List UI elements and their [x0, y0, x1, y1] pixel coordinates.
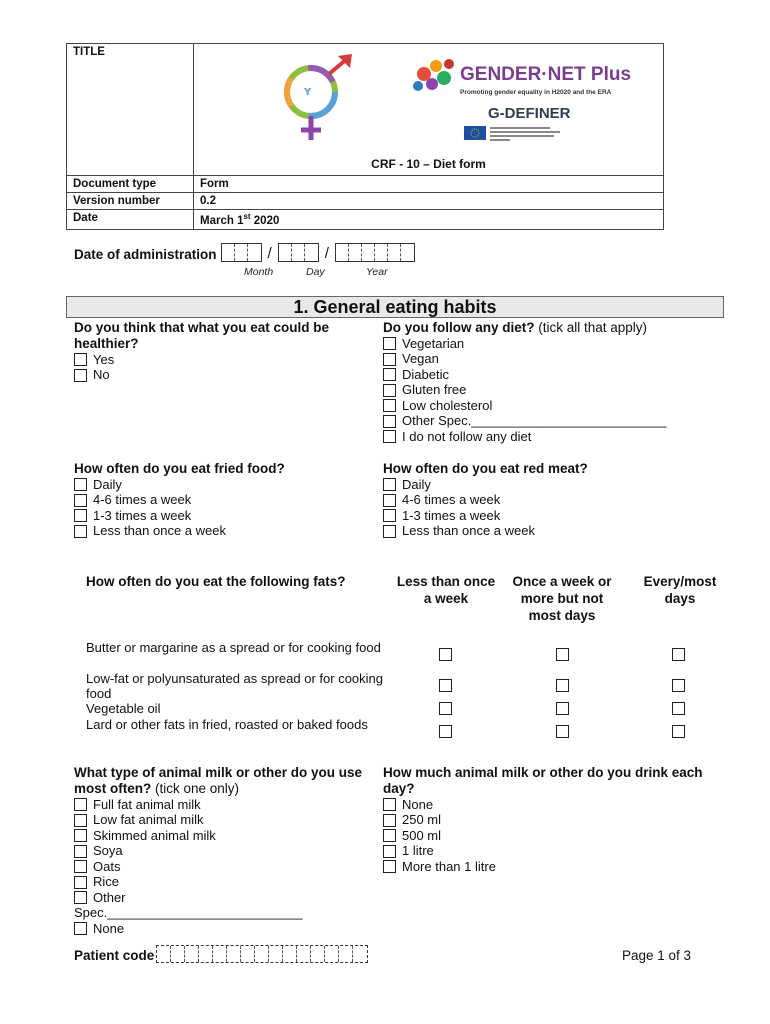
option-none[interactable]: None — [383, 797, 723, 813]
day-caption: Day — [306, 266, 325, 278]
option-vegan[interactable]: Vegan — [383, 352, 713, 368]
checkbox[interactable] — [74, 369, 87, 382]
version-value: 0.2 — [194, 193, 664, 210]
page-number: Page 1 of 3 — [622, 948, 692, 963]
fats-vegoil-once-checkbox[interactable] — [556, 702, 569, 715]
date-of-administration: Date of administration / / — [74, 243, 415, 262]
checkbox[interactable] — [74, 525, 87, 538]
checkbox[interactable] — [383, 860, 396, 873]
fats-row-vegoil: Vegetable oil — [86, 701, 161, 716]
option-vegetarian[interactable]: Vegetarian — [383, 336, 713, 352]
checkbox[interactable] — [383, 368, 396, 381]
checkbox[interactable] — [74, 876, 87, 889]
option-yes[interactable]: Yes — [74, 352, 374, 368]
month-caption: Month — [244, 266, 274, 278]
year-input[interactable] — [335, 243, 415, 262]
checkbox[interactable] — [74, 814, 87, 827]
question-red-meat — [383, 461, 713, 539]
checkbox[interactable] — [383, 525, 396, 538]
year-caption: Year — [366, 266, 388, 278]
checkbox[interactable] — [383, 353, 396, 366]
fats-lowfat-once-checkbox[interactable] — [556, 679, 569, 692]
option-daily[interactable]: Daily — [383, 477, 713, 493]
doa-label: Date of administration — [74, 247, 217, 262]
option-1-3[interactable]: 1-3 times a week — [74, 508, 374, 524]
option-no[interactable]: No — [74, 368, 374, 384]
option-less[interactable]: Less than once a week — [383, 524, 713, 540]
option-low-fat[interactable]: Low fat animal milk — [74, 813, 374, 829]
logo-cell — [194, 44, 664, 176]
patient-code — [74, 945, 368, 963]
checkbox[interactable] — [383, 399, 396, 412]
option-more-1-litre[interactable]: More than 1 litre — [383, 859, 723, 875]
checkbox[interactable] — [74, 478, 87, 491]
option-4-6[interactable]: 4-6 times a week — [383, 493, 713, 509]
question-title: Do you think that what you eat could be healthier? — [74, 320, 330, 351]
other-spec-line[interactable]: Spec.___________________________ — [74, 905, 303, 921]
fats-lard-once-checkbox[interactable] — [556, 725, 569, 738]
day-input[interactable] — [278, 243, 319, 262]
question-healthier — [74, 320, 374, 383]
option-less[interactable]: Less than once a week — [74, 524, 374, 540]
fats-question-title: How often do you eat the following fats? — [86, 574, 346, 589]
option-no-diet[interactable]: I do not follow any diet — [383, 429, 713, 445]
option-250ml[interactable]: 250 ml — [383, 813, 723, 829]
option-rice[interactable]: Rice — [74, 875, 374, 891]
month-input[interactable] — [221, 243, 262, 262]
date-value: March 1st 2020 — [194, 210, 664, 230]
checkbox[interactable] — [383, 814, 396, 827]
checkbox[interactable] — [383, 337, 396, 350]
header-table — [66, 43, 664, 230]
question-title: What type of animal milk or other do you use most often? (tick one only) — [74, 765, 363, 796]
checkbox[interactable] — [383, 509, 396, 522]
fats-lowfat-every-checkbox[interactable] — [672, 679, 685, 692]
svg-text:Promoting gender equality in H: Promoting gender equality in H2020 and the ERA — [460, 89, 612, 96]
patient-code-label: Patient code — [74, 948, 155, 963]
option-diabetic[interactable]: Diabetic — [383, 367, 713, 383]
question-diet — [383, 320, 713, 445]
question-title: Do you follow any diet? (tick all that apply) — [383, 320, 648, 335]
fats-lowfat-less-checkbox[interactable] — [439, 679, 452, 692]
option-1-3[interactable]: 1-3 times a week — [383, 508, 713, 524]
patient-code-input[interactable] — [156, 945, 368, 963]
date-label: Date — [67, 210, 194, 230]
question-title: How often do you eat fried food? — [74, 461, 285, 476]
fats-col-once: Once a week or more but not most days — [512, 574, 612, 623]
checkbox[interactable] — [74, 845, 87, 858]
checkbox[interactable] — [383, 798, 396, 811]
fats-vegoil-every-checkbox[interactable] — [672, 702, 685, 715]
checkbox[interactable] — [74, 891, 87, 904]
svg-text:Y: Y — [304, 87, 312, 98]
fats-row-lowfat: Low-fat or polyunsaturated as spread or for cooking food — [86, 671, 384, 701]
option-1-litre[interactable]: 1 litre — [383, 844, 723, 860]
checkbox[interactable] — [383, 829, 396, 842]
option-full-fat[interactable]: Full fat animal milk — [74, 797, 374, 813]
doc-type-label: Document type — [67, 176, 194, 193]
fats-row-lard: Lard or other fats in fried, roasted or baked foods — [86, 717, 368, 732]
version-label: Version number — [67, 193, 194, 210]
checkbox[interactable] — [383, 494, 396, 507]
option-other[interactable]: Other — [74, 890, 374, 906]
doc-type-value: Form — [194, 176, 664, 193]
fats-col-every: Every/most days — [643, 574, 717, 606]
svg-text:GENDER·NET Plus: GENDER·NET Plus — [460, 64, 632, 85]
fats-vegoil-less-checkbox[interactable] — [439, 702, 452, 715]
checkbox[interactable] — [383, 384, 396, 397]
fats-col-less: Less than once a week — [396, 574, 496, 606]
option-4-6[interactable]: 4-6 times a week — [74, 493, 374, 509]
question-title: How much animal milk or other do you drink each day? — [383, 765, 703, 796]
question-fried-food — [74, 461, 374, 539]
svg-text:G-DEFINER: G-DEFINER — [488, 105, 571, 122]
option-other-spec[interactable]: Other Spec.___________________________ — [383, 414, 713, 430]
checkbox[interactable] — [74, 798, 87, 811]
option-low-cholesterol[interactable]: Low cholesterol — [383, 398, 713, 414]
question-milk-type — [74, 765, 374, 937]
option-none[interactable]: None — [74, 921, 374, 937]
question-milk-amount — [383, 765, 723, 875]
fats-butter-once-checkbox[interactable] — [556, 648, 569, 661]
checkbox[interactable] — [74, 353, 87, 366]
checkbox[interactable] — [383, 415, 396, 428]
checkbox[interactable] — [74, 922, 87, 935]
checkbox[interactable] — [74, 860, 87, 873]
fats-lard-every-checkbox[interactable] — [672, 725, 685, 738]
fats-lard-less-checkbox[interactable] — [439, 725, 452, 738]
checkbox[interactable] — [74, 829, 87, 842]
question-title: How often do you eat red meat? — [383, 461, 588, 476]
checkbox[interactable] — [383, 430, 396, 443]
checkbox[interactable] — [74, 509, 87, 522]
option-500ml[interactable]: 500 ml — [383, 828, 723, 844]
option-daily[interactable]: Daily — [74, 477, 374, 493]
fats-butter-every-checkbox[interactable] — [672, 648, 685, 661]
option-skimmed[interactable]: Skimmed animal milk — [74, 828, 374, 844]
option-gluten-free[interactable]: Gluten free — [383, 383, 713, 399]
section-title: 1. General eating habits — [66, 296, 724, 318]
title-label: TITLE — [67, 44, 194, 176]
fats-butter-less-checkbox[interactable] — [439, 648, 452, 661]
checkbox[interactable] — [74, 494, 87, 507]
option-oats[interactable]: Oats — [74, 859, 374, 875]
crf-title: CRF - 10 – Diet form — [371, 157, 486, 171]
gendernet-logo — [274, 50, 654, 148]
checkbox[interactable] — [383, 478, 396, 491]
fats-row-butter: Butter or margarine as a spread or for cooking food — [86, 640, 381, 655]
checkbox[interactable] — [383, 845, 396, 858]
option-soya[interactable]: Soya — [74, 844, 374, 860]
